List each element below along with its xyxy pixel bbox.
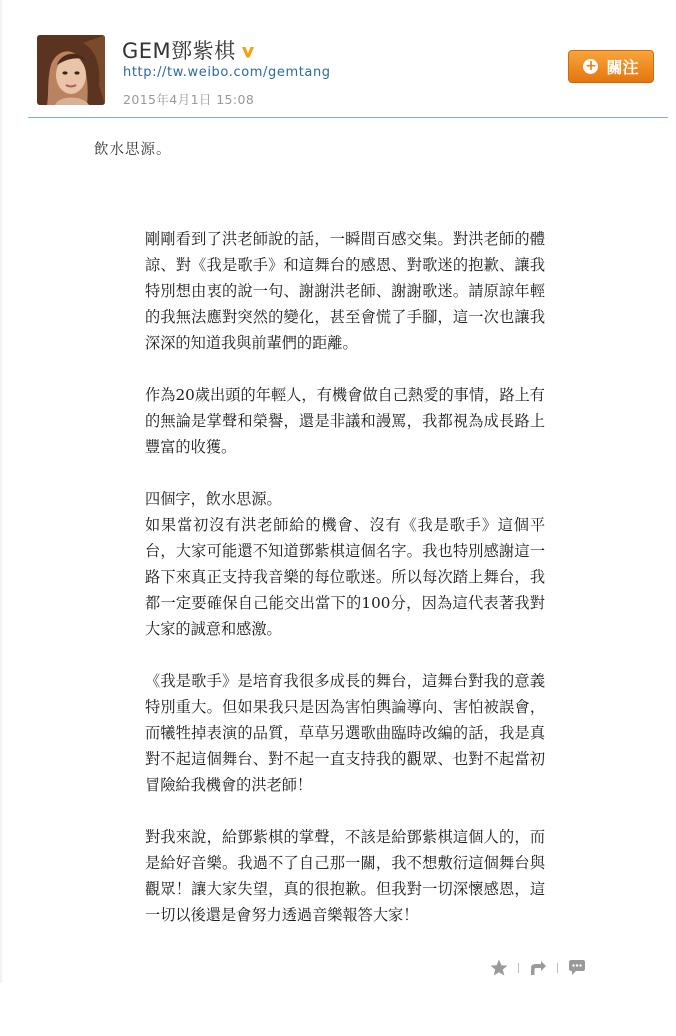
- letter-paragraph: 對我來說，給鄧紫棋的掌聲，不該是給鄧紫棋這個人的，而是給好音樂。我過不了自己那一關，我不想敷衍這個舞台與觀眾！讓大家失望，真的很抱歉。但我對一切深懷感恩，這一切以後還是會努力透過音樂報答大家！: [145, 828, 545, 924]
- repost-icon: [528, 958, 548, 978]
- repost-button[interactable]: [527, 957, 549, 979]
- author-name-row: [122, 35, 255, 65]
- header-divider: [28, 117, 668, 118]
- comment-icon: [567, 958, 587, 978]
- post-header: [0, 0, 676, 118]
- follow-label: 關注: [606, 58, 639, 77]
- action-separator: [557, 963, 558, 973]
- post-timestamp[interactable]: 2015年4月1日 15:08: [123, 92, 255, 107]
- favorite-button[interactable]: [488, 957, 510, 979]
- post-letter-image: [145, 226, 545, 954]
- letter-paragraph: 如果當初沒有洪老師給的機會、沒有《我是歌手》這個平台，大家可能還不知道鄧紫棋這個名字。我也特別感謝這一路下來真正支持我音樂的每位歌迷。所以每次踏上舞台，我都一定要確保自己能交出當下的100分，因為這代表著我對大家的誠意和感激。: [145, 516, 545, 638]
- profile-link[interactable]: http://tw.weibo.com/gemtang: [123, 65, 331, 80]
- comment-button[interactable]: [566, 957, 588, 979]
- post-caption: 飲水思源。: [94, 142, 172, 158]
- post-actions: [488, 956, 588, 980]
- author-name[interactable]: GEM鄧紫棋: [122, 39, 236, 63]
- follow-button[interactable]: [568, 50, 654, 83]
- letter-paragraph: 作為20歲出頭的年輕人，有機會做自己熱愛的事情，路上有的無論是掌聲和榮譽，還是非議和謾罵，我都視為成長路上豐富的收獲。: [145, 386, 545, 456]
- page-edge: [0, 0, 2, 1036]
- plus-icon: +: [585, 58, 597, 74]
- verified-v-icon: [241, 45, 255, 59]
- action-separator: [518, 963, 519, 973]
- star-icon: [489, 958, 509, 978]
- letter-paragraph: 四個字，飲水思源。: [145, 490, 282, 508]
- letter-paragraph: 剛剛看到了洪老師說的話，一瞬間百感交集。對洪老師的體諒、對《我是歌手》和這舞台的感恩、對歌迷的抱歉、讓我特別想由衷的說一句、謝謝洪老師、謝謝歌迷。請原諒年輕的我無法應對突然的變化，甚至會慌了手腳，這一次也讓我深深的知道我與前輩們的距離。: [145, 230, 545, 352]
- avatar-photo: [37, 35, 105, 105]
- page-footer-space: [0, 983, 676, 1036]
- author-avatar[interactable]: [37, 35, 105, 105]
- letter-paragraph: 《我是歌手》是培育我很多成長的舞台，這舞台對我的意義特別重大。但如果我只是因為害怕輿論導向、害怕被誤會，而犧牲掉表演的品質，草草另選歌曲臨時改編的話，我是真對不起這個舞台、對不起一直支持我的觀眾、也對不起當初冒險給我機會的洪老師！: [145, 672, 545, 794]
